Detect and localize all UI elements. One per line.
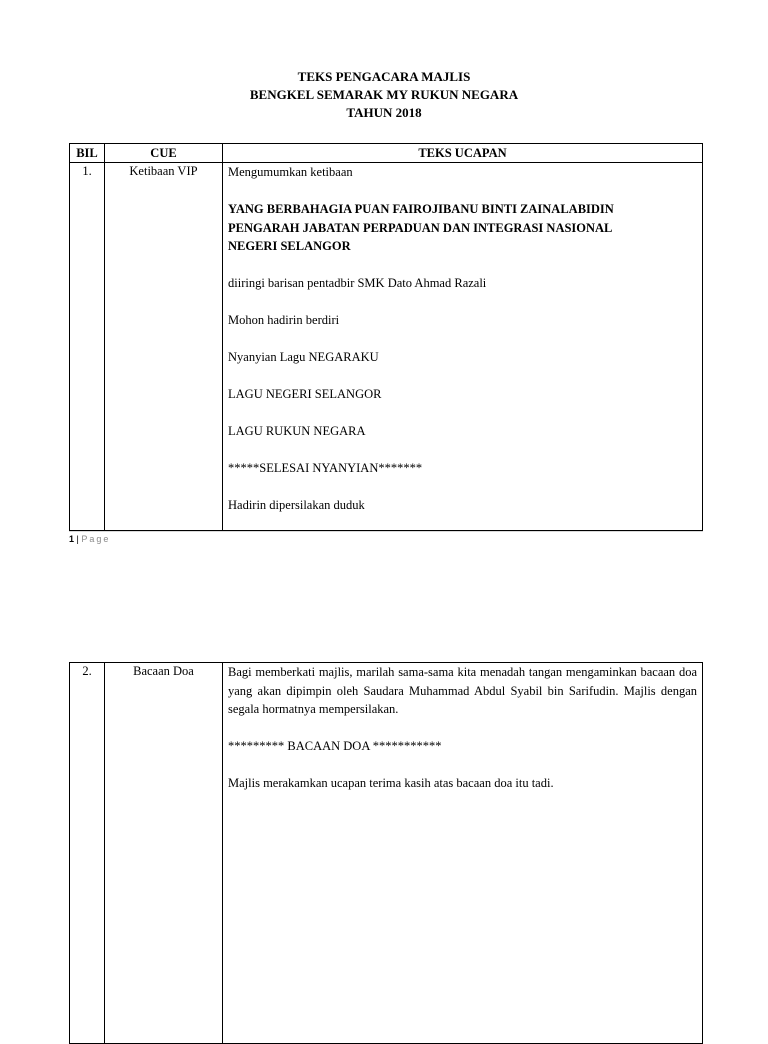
table-header-row	[70, 144, 703, 163]
table-row	[70, 663, 703, 1044]
row-speech-text	[223, 163, 703, 531]
column-header-bil: BIL	[70, 144, 105, 163]
song-selangor: LAGU NEGERI SELANGOR	[228, 387, 382, 401]
page-label: Page	[81, 534, 111, 544]
prayer-thanks-text: Majlis merakamkan ucapan terima kasih atas bacaan doa itu tadi.	[228, 776, 554, 790]
row-number: 1.	[70, 163, 105, 531]
prayer-intro-text: Bagi memberkati majlis, marilah sama-sama kita menadah tangan mengaminkan bacaan doa yang akan dipimpin oleh Saudara Muhammad Abdul Syabil bin Sarifudin. Majlis dengan segala hormatnya mempersilakan.	[228, 665, 697, 716]
document-header	[0, 68, 768, 122]
sit-text: Hadirin dipersilakan duduk	[228, 498, 365, 512]
row-cue: Bacaan Doa	[105, 663, 223, 1044]
page-footer	[69, 531, 703, 544]
song-negaraku: Nyanyian Lagu NEGARAKU	[228, 350, 379, 364]
column-header-cue: CUE	[105, 144, 223, 163]
vip-state: NEGERI SELANGOR	[228, 239, 351, 253]
stand-text: Mohon hadirin berdiri	[228, 313, 340, 327]
script-table-page-1	[69, 143, 703, 531]
document-year: TAHUN 2018	[346, 105, 422, 120]
row-speech-text	[223, 663, 703, 1044]
prayer-marker: ********* BACAAN DOA ***********	[228, 739, 442, 753]
document-title: TEKS PENGACARA MAJLIS	[297, 69, 471, 84]
vip-title: PENGARAH JABATAN PERPADUAN DAN INTEGRASI NASIONAL	[228, 220, 613, 235]
escort-text: diiringi barisan pentadbir SMK Dato Ahmad Razali	[228, 276, 487, 290]
songs-end-marker: *****SELESAI NYANYIAN*******	[228, 461, 423, 475]
page-separator: |	[74, 534, 82, 544]
document-subtitle: BENGKEL SEMARAK MY RUKUN NEGARA	[249, 87, 519, 102]
vip-name: YANG BERBAHAGIA PUAN FAIROJIBANU BINTI ZAINALABIDIN	[228, 202, 614, 216]
page-number: 1	[69, 534, 75, 544]
row-number: 2.	[70, 663, 105, 1044]
column-header-teks-ucapan: TEKS UCAPAN	[223, 144, 703, 163]
row-cue: Ketibaan VIP	[105, 163, 223, 531]
script-table-page-2	[69, 662, 703, 1044]
song-rukun-negara: LAGU RUKUN NEGARA	[228, 424, 366, 438]
table-row	[70, 163, 703, 531]
announce-text: Mengumumkan ketibaan	[228, 165, 353, 179]
